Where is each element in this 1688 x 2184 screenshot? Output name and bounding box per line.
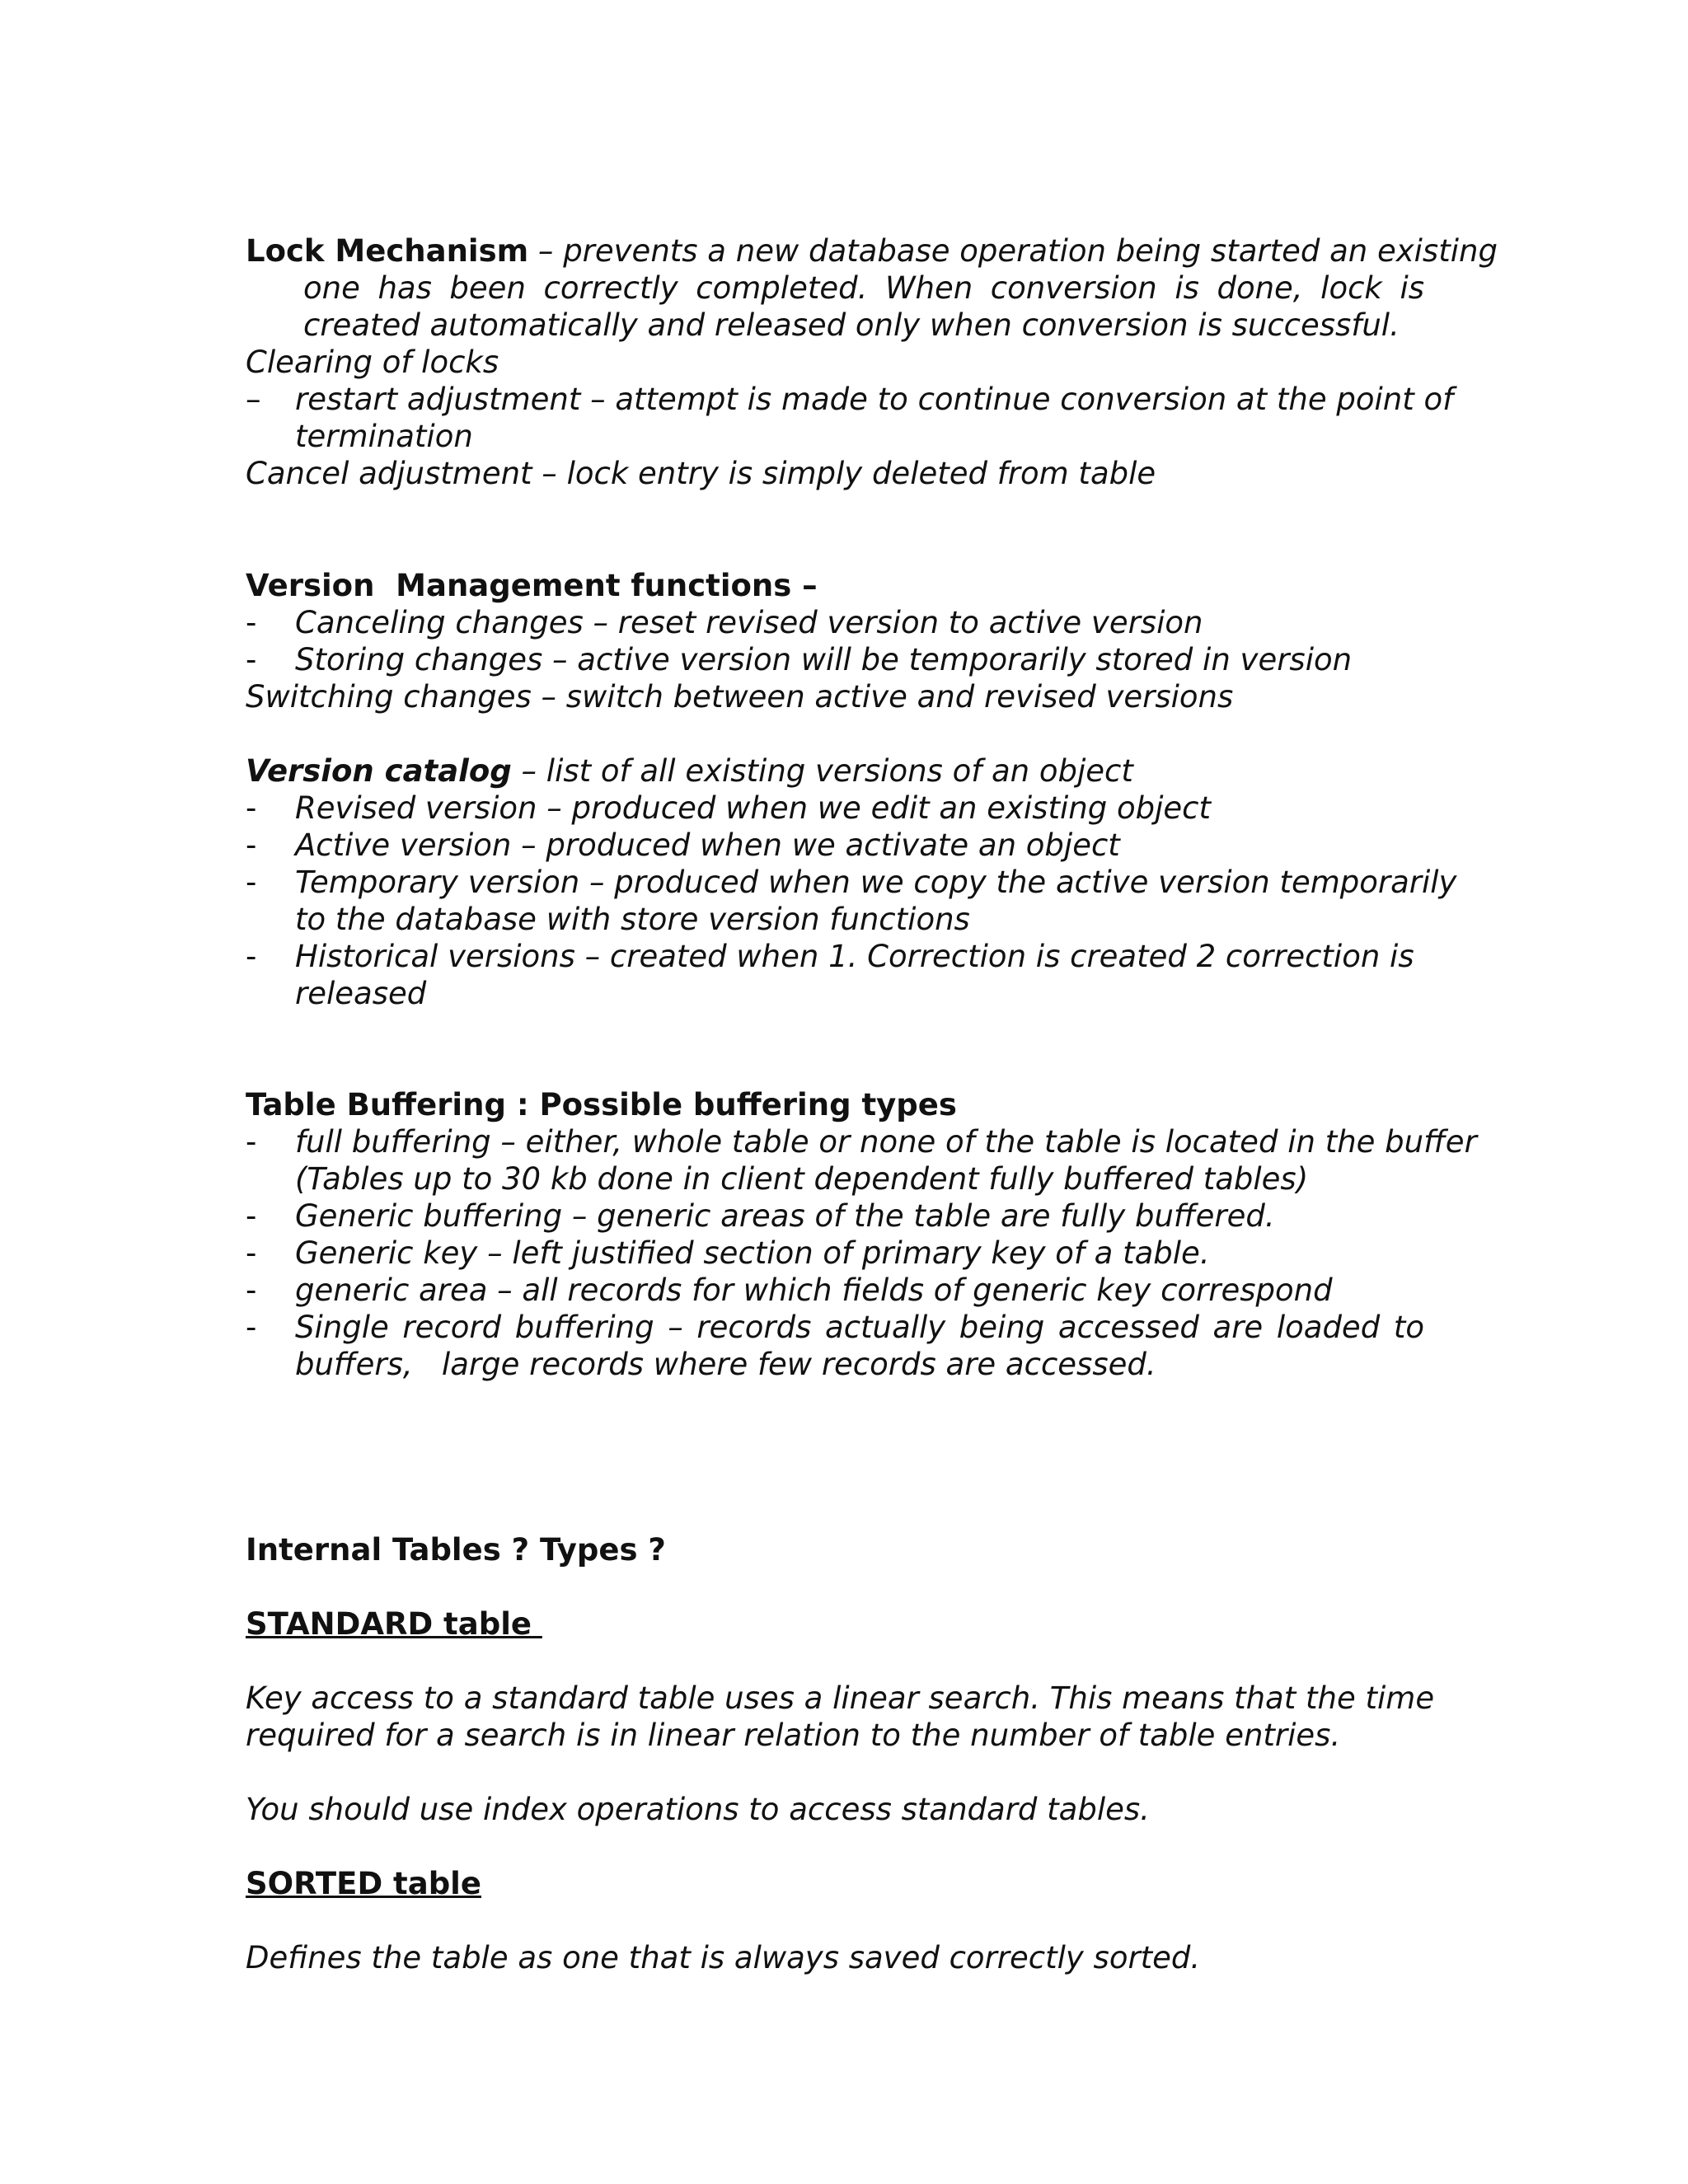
vc-dash-3: - <box>246 865 257 900</box>
version-catalog-title: Version catalog <box>246 753 512 789</box>
cancel-adjustment: Cancel adjustment – lock entry is simply deleted from table <box>246 456 1156 491</box>
standard-table-para-1a: Key access to a standard table uses a linear search. This means that the time <box>246 1680 1435 1716</box>
version-catalog-desc: – list of all existing versions of an object <box>511 753 1133 789</box>
table-buffering-title: Table Buffering : Possible buffering types <box>246 1087 957 1122</box>
tb-item-generic-buffering: Generic buffering – generic areas of the table are fully buffered. <box>295 1198 1275 1234</box>
tb-item-generic-key: Generic key – left justified section of primary key of a table. <box>295 1235 1210 1271</box>
lock-mechanism-line-1 <box>246 232 1498 269</box>
sorted-table-para-1: Defines the table as one that is always saved correctly sorted. <box>246 1940 1201 1975</box>
vc-item-historical-1: Historical versions – created when 1. Correction is created 2 correction is <box>295 939 1414 974</box>
vm-dash-2: - <box>246 642 257 677</box>
standard-table-heading: STANDARD table <box>246 1606 542 1642</box>
tb-dash-1: - <box>246 1124 257 1160</box>
vc-item-temporary-1: Temporary version – produced when we copy the active version temporarily <box>295 865 1457 900</box>
lock-mechanism-title: Lock Mechanism <box>246 233 529 269</box>
version-catalog-line <box>246 752 1133 790</box>
restart-adjustment-line-1: restart adjustment – attempt is made to continue conversion at the point of <box>295 382 1454 417</box>
tb-item-generic-area: generic area – all records for which fields of generic key correspond <box>295 1272 1333 1308</box>
standard-table-para-1b: required for a search is in linear relation to the number of table entries. <box>246 1718 1341 1753</box>
standard-table-para-2: You should use index operations to access standard tables. <box>246 1792 1150 1827</box>
vc-dash-4: - <box>246 939 257 974</box>
restart-adjustment-line-2: termination <box>295 419 473 454</box>
tb-dash-4: - <box>246 1272 257 1308</box>
vc-dash-2: - <box>246 827 257 863</box>
vc-item-temporary-2: to the database with store version functions <box>295 902 970 937</box>
tb-item-single-record-1: Single record buffering – records actually being accessed are loaded to <box>295 1310 1424 1345</box>
internal-tables-title: Internal Tables ? Types ? <box>246 1532 666 1568</box>
tb-dash-5: - <box>246 1310 257 1345</box>
restart-bullet: – <box>246 382 261 417</box>
version-management-title: Version Management functions – <box>246 568 818 603</box>
tb-dash-3: - <box>246 1235 257 1271</box>
lock-mechanism-desc: – prevents a new database operation being started an existing <box>528 233 1498 269</box>
vm-switching: Switching changes – switch between active and revised versions <box>246 679 1234 715</box>
sorted-table-heading: SORTED table <box>246 1866 481 1901</box>
vc-item-active: Active version – produced when we activate an object <box>295 827 1120 863</box>
clearing-of-locks: Clearing of locks <box>246 344 499 380</box>
vc-item-revised: Revised version – produced when we edit an existing object <box>295 790 1211 826</box>
lock-mechanism-line-3: created automatically and released only when conversion is successful. <box>303 307 1400 343</box>
tb-item-full-2: (Tables up to 30 kb done in client dependent fully buffered tables) <box>295 1161 1309 1197</box>
lock-mechanism-line-2: one has been correctly completed. When conversion is done, lock is <box>303 270 1424 306</box>
vc-item-historical-2: released <box>295 976 427 1011</box>
vm-item-canceling: Canceling changes – reset revised version to active version <box>295 605 1203 640</box>
vc-dash-1: - <box>246 790 257 826</box>
tb-item-single-record-2: buffers, large records where few records are accessed. <box>295 1347 1156 1382</box>
vm-dash-1: - <box>246 605 257 640</box>
tb-dash-2: - <box>246 1198 257 1234</box>
vm-item-storing: Storing changes – active version will be temporarily stored in version <box>295 642 1353 677</box>
tb-item-full-1: full buffering – either, whole table or none of the table is located in the buffer <box>295 1124 1477 1160</box>
